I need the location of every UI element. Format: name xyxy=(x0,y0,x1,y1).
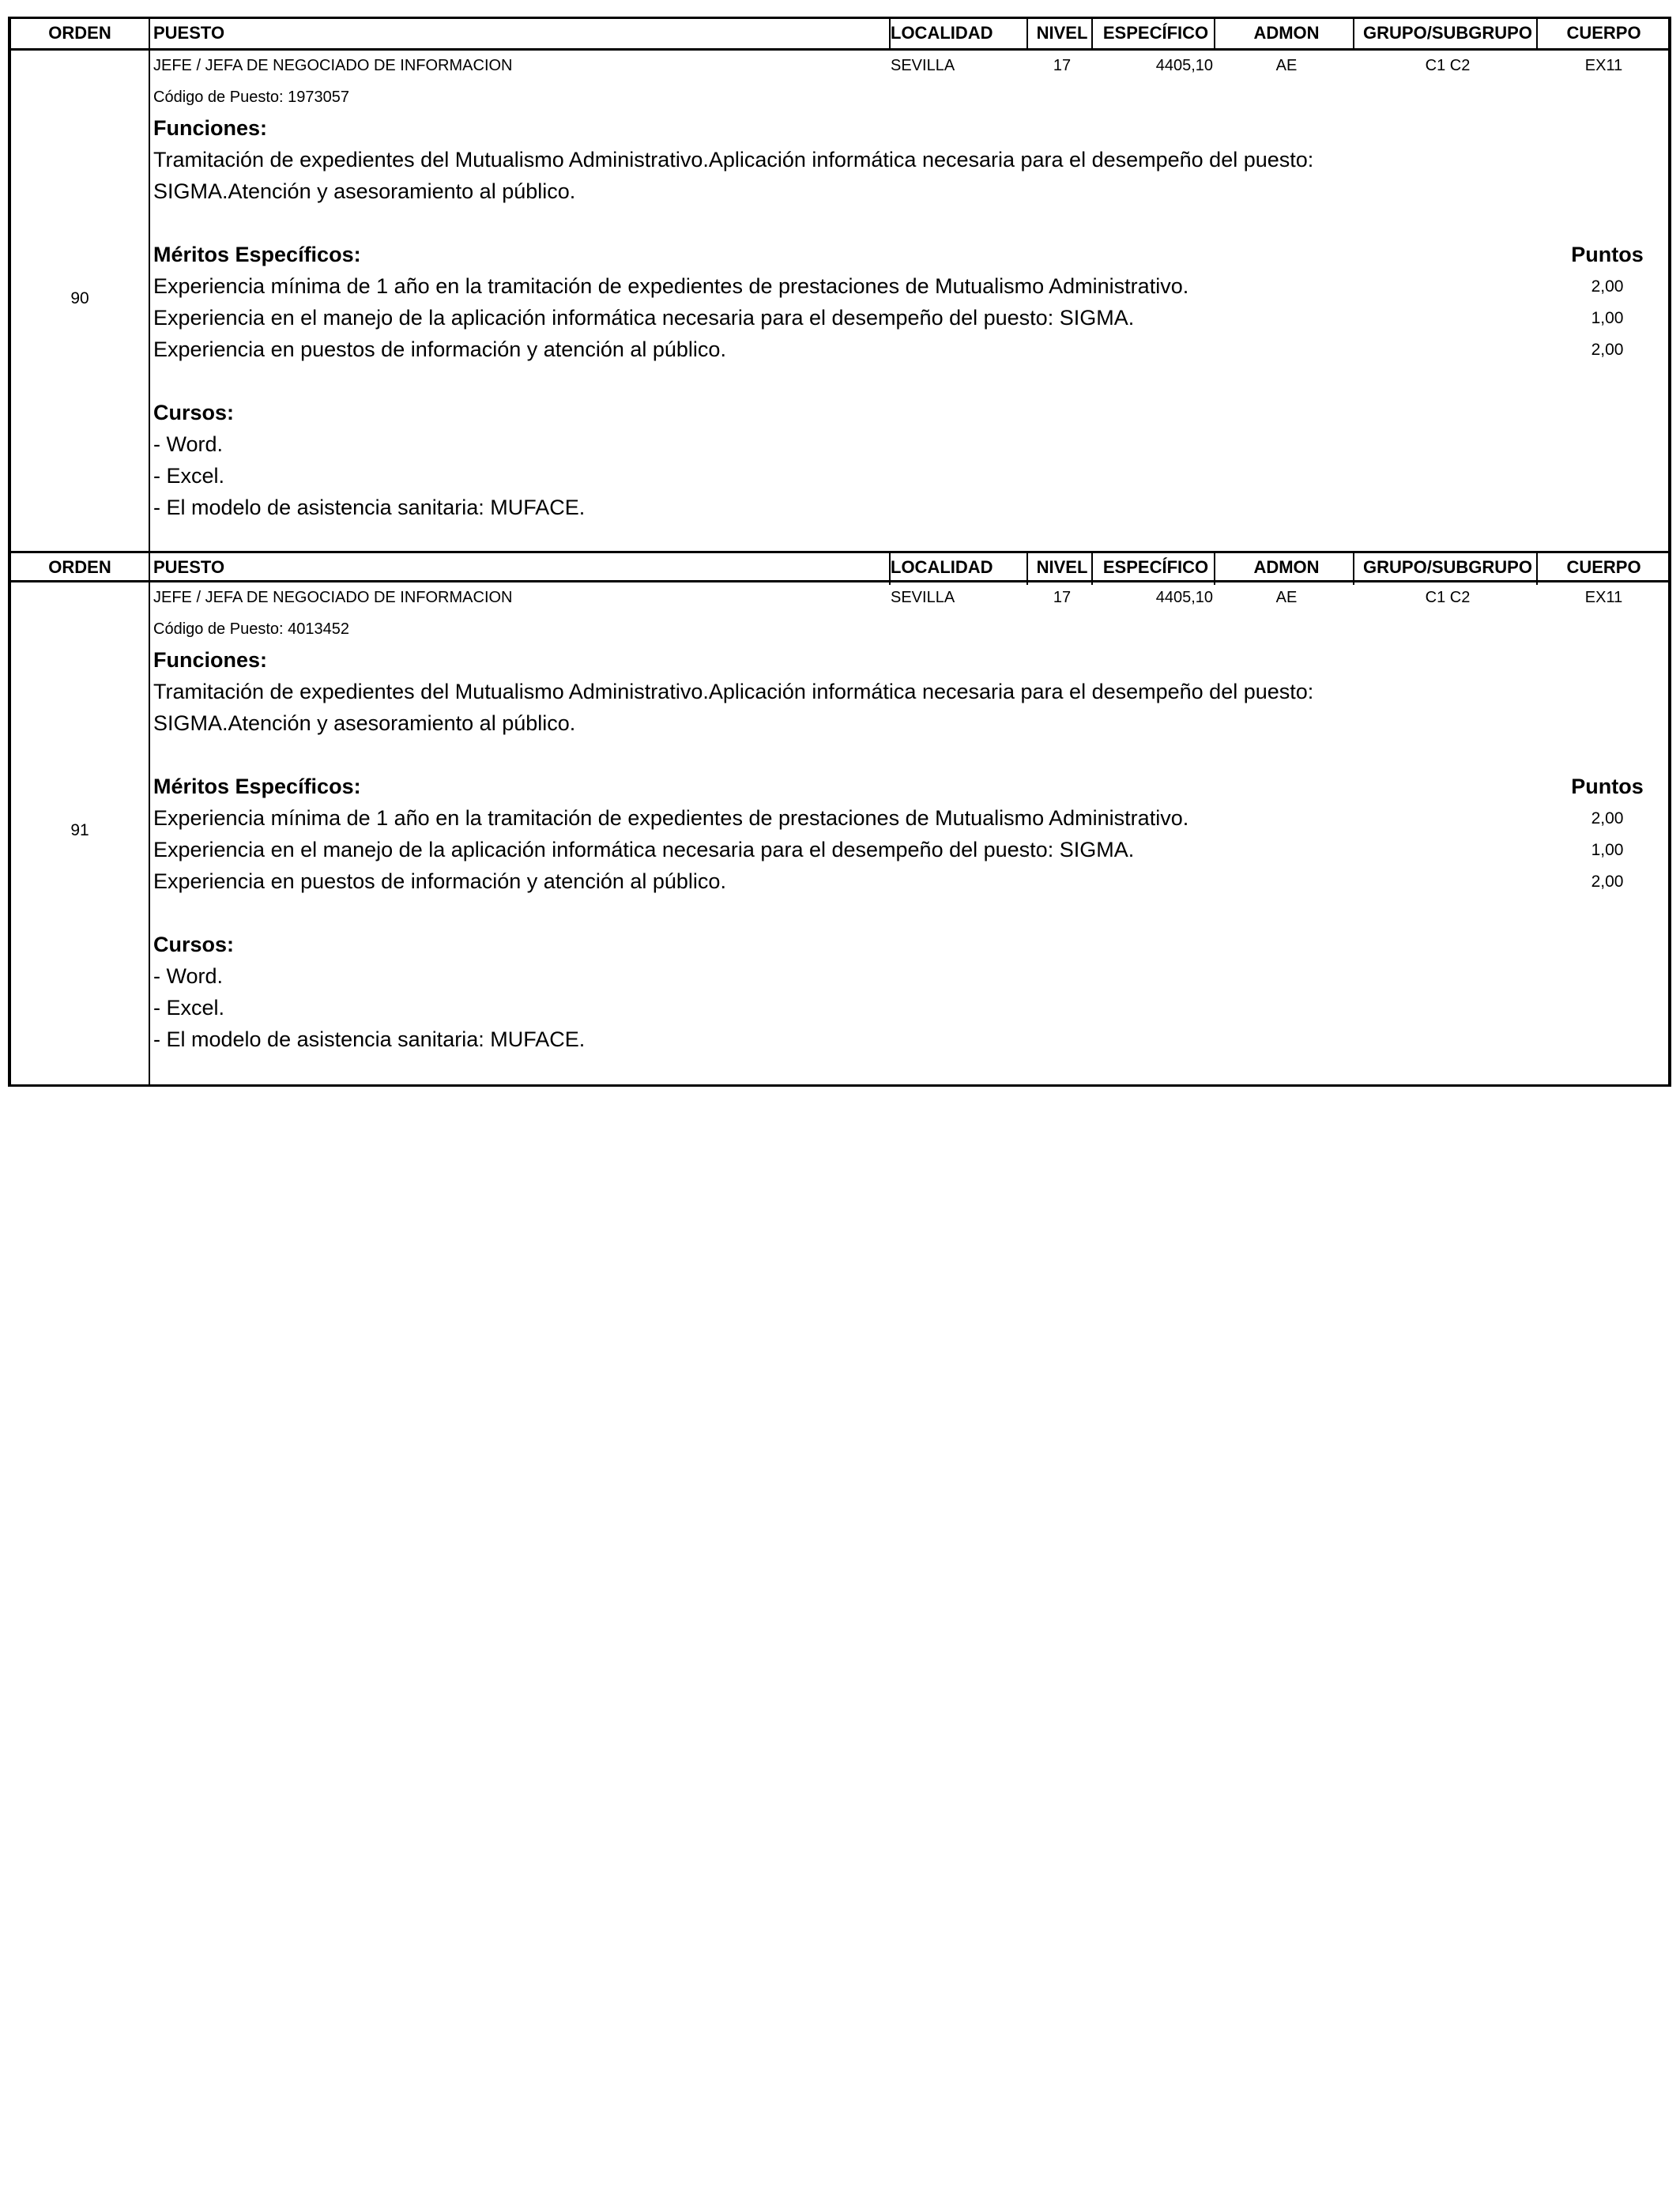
table-header xyxy=(11,551,1668,582)
funciones-label: Funciones: xyxy=(153,116,268,140)
divider xyxy=(1026,19,1028,51)
localidad-value: SEVILLA xyxy=(891,57,955,74)
nivel-value: 17 xyxy=(1053,57,1072,74)
meritos-label: Méritos Específicos: xyxy=(153,775,361,798)
orden-number: 90 xyxy=(70,289,89,307)
curso-item: - Word. xyxy=(153,432,224,456)
header-especifico: ESPECÍFICO xyxy=(1102,557,1209,577)
header-localidad: LOCALIDAD xyxy=(891,23,993,43)
header-especifico: ESPECÍFICO xyxy=(1102,23,1209,43)
grupo-value: C1 C2 xyxy=(1425,57,1471,74)
header-orden: ORDEN xyxy=(48,557,111,577)
curso-item: - El modelo de asistencia sanitaria: MUFACE. xyxy=(153,1027,586,1051)
header-nivel: NIVEL xyxy=(1036,23,1088,43)
merito-puntos: 2,00 xyxy=(1591,277,1624,296)
merito-text: Experiencia en el manejo de la aplicación informática necesaria para el desempeño del puesto: SIGMA. xyxy=(153,306,1135,330)
divider xyxy=(889,553,891,585)
especifico-value: 4405,10 xyxy=(1155,57,1213,74)
funciones-line: SIGMA.Atención y asesoramiento al público. xyxy=(153,179,576,203)
header-admon: ADMON xyxy=(1253,557,1320,577)
header-cuerpo: CUERPO xyxy=(1566,557,1641,577)
divider xyxy=(1353,553,1354,585)
puesto-title: JEFE / JEFA DE NEGOCIADO DE INFORMACION xyxy=(153,57,513,74)
divider xyxy=(1091,19,1093,51)
merito-text: Experiencia en puestos de información y atención al público. xyxy=(153,869,726,893)
divider xyxy=(889,19,891,51)
merito-text: Experiencia en el manejo de la aplicación informática necesaria para el desempeño del puesto: SIGMA. xyxy=(153,838,1135,861)
header-orden: ORDEN xyxy=(48,23,111,43)
merito-puntos: 2,00 xyxy=(1591,809,1624,827)
header-admon: ADMON xyxy=(1253,23,1320,43)
header-grupo: GRUPO/SUBGRUPO xyxy=(1363,23,1532,43)
puntos-label: Puntos xyxy=(1571,775,1644,798)
codigo-puesto: Código de Puesto: 4013452 xyxy=(153,620,349,638)
nivel-value: 17 xyxy=(1053,589,1072,606)
orden-number: 91 xyxy=(70,821,89,839)
header-grupo: GRUPO/SUBGRUPO xyxy=(1363,557,1532,577)
merito-text: Experiencia mínima de 1 año en la tramitación de expedientes de prestaciones de Mutualismo Administrativo. xyxy=(153,806,1189,830)
puesto-title: JEFE / JEFA DE NEGOCIADO DE INFORMACION xyxy=(153,589,513,606)
divider xyxy=(1536,553,1538,585)
divider xyxy=(1091,553,1093,585)
curso-item: - Excel. xyxy=(153,464,225,488)
divider xyxy=(1536,19,1538,51)
admon-value: AE xyxy=(1275,589,1298,606)
header-puesto: PUESTO xyxy=(153,23,225,43)
funciones-line: Tramitación de expedientes del Mutualismo Administrativo.Aplicación informática necesaria para el desempeño del puesto: xyxy=(153,148,1314,172)
header-puesto: PUESTO xyxy=(153,557,225,577)
puntos-label: Puntos xyxy=(1571,243,1644,266)
meritos-label: Méritos Específicos: xyxy=(153,243,361,266)
position-block-91 xyxy=(8,551,1671,1087)
curso-item: - Word. xyxy=(153,964,224,988)
funciones-label: Funciones: xyxy=(153,648,268,672)
cursos-label: Cursos: xyxy=(153,401,235,424)
funciones-line: Tramitación de expedientes del Mutualismo Administrativo.Aplicación informática necesaria para el desempeño del puesto: xyxy=(153,680,1314,703)
table-header xyxy=(11,19,1668,51)
curso-item: - El modelo de asistencia sanitaria: MUFACE. xyxy=(153,496,586,519)
merito-puntos: 2,00 xyxy=(1591,873,1624,891)
header-nivel: NIVEL xyxy=(1036,557,1088,577)
admon-value: AE xyxy=(1275,57,1298,74)
merito-puntos: 1,00 xyxy=(1591,309,1624,327)
funciones-line: SIGMA.Atención y asesoramiento al público. xyxy=(153,711,576,735)
divider xyxy=(1214,19,1215,51)
divider xyxy=(1026,553,1028,585)
localidad-value: SEVILLA xyxy=(891,589,955,606)
position-block-90 xyxy=(8,17,1671,553)
divider xyxy=(1214,553,1215,585)
especifico-value: 4405,10 xyxy=(1155,589,1213,606)
merito-puntos: 2,00 xyxy=(1591,341,1624,359)
grupo-value: C1 C2 xyxy=(1425,589,1471,606)
divider xyxy=(1353,19,1354,51)
cuerpo-value: EX11 xyxy=(1584,57,1623,74)
cursos-label: Cursos: xyxy=(153,933,235,956)
orden-divider xyxy=(149,19,150,553)
cuerpo-value: EX11 xyxy=(1584,589,1623,606)
merito-text: Experiencia mínima de 1 año en la tramitación de expedientes de prestaciones de Mutualismo Administrativo. xyxy=(153,274,1189,298)
header-cuerpo: CUERPO xyxy=(1566,23,1641,43)
orden-divider xyxy=(149,551,150,1084)
header-localidad: LOCALIDAD xyxy=(891,557,993,577)
merito-puntos: 1,00 xyxy=(1591,841,1624,859)
curso-item: - Excel. xyxy=(153,996,225,1020)
merito-text: Experiencia en puestos de información y atención al público. xyxy=(153,337,726,361)
codigo-puesto: Código de Puesto: 1973057 xyxy=(153,89,349,106)
